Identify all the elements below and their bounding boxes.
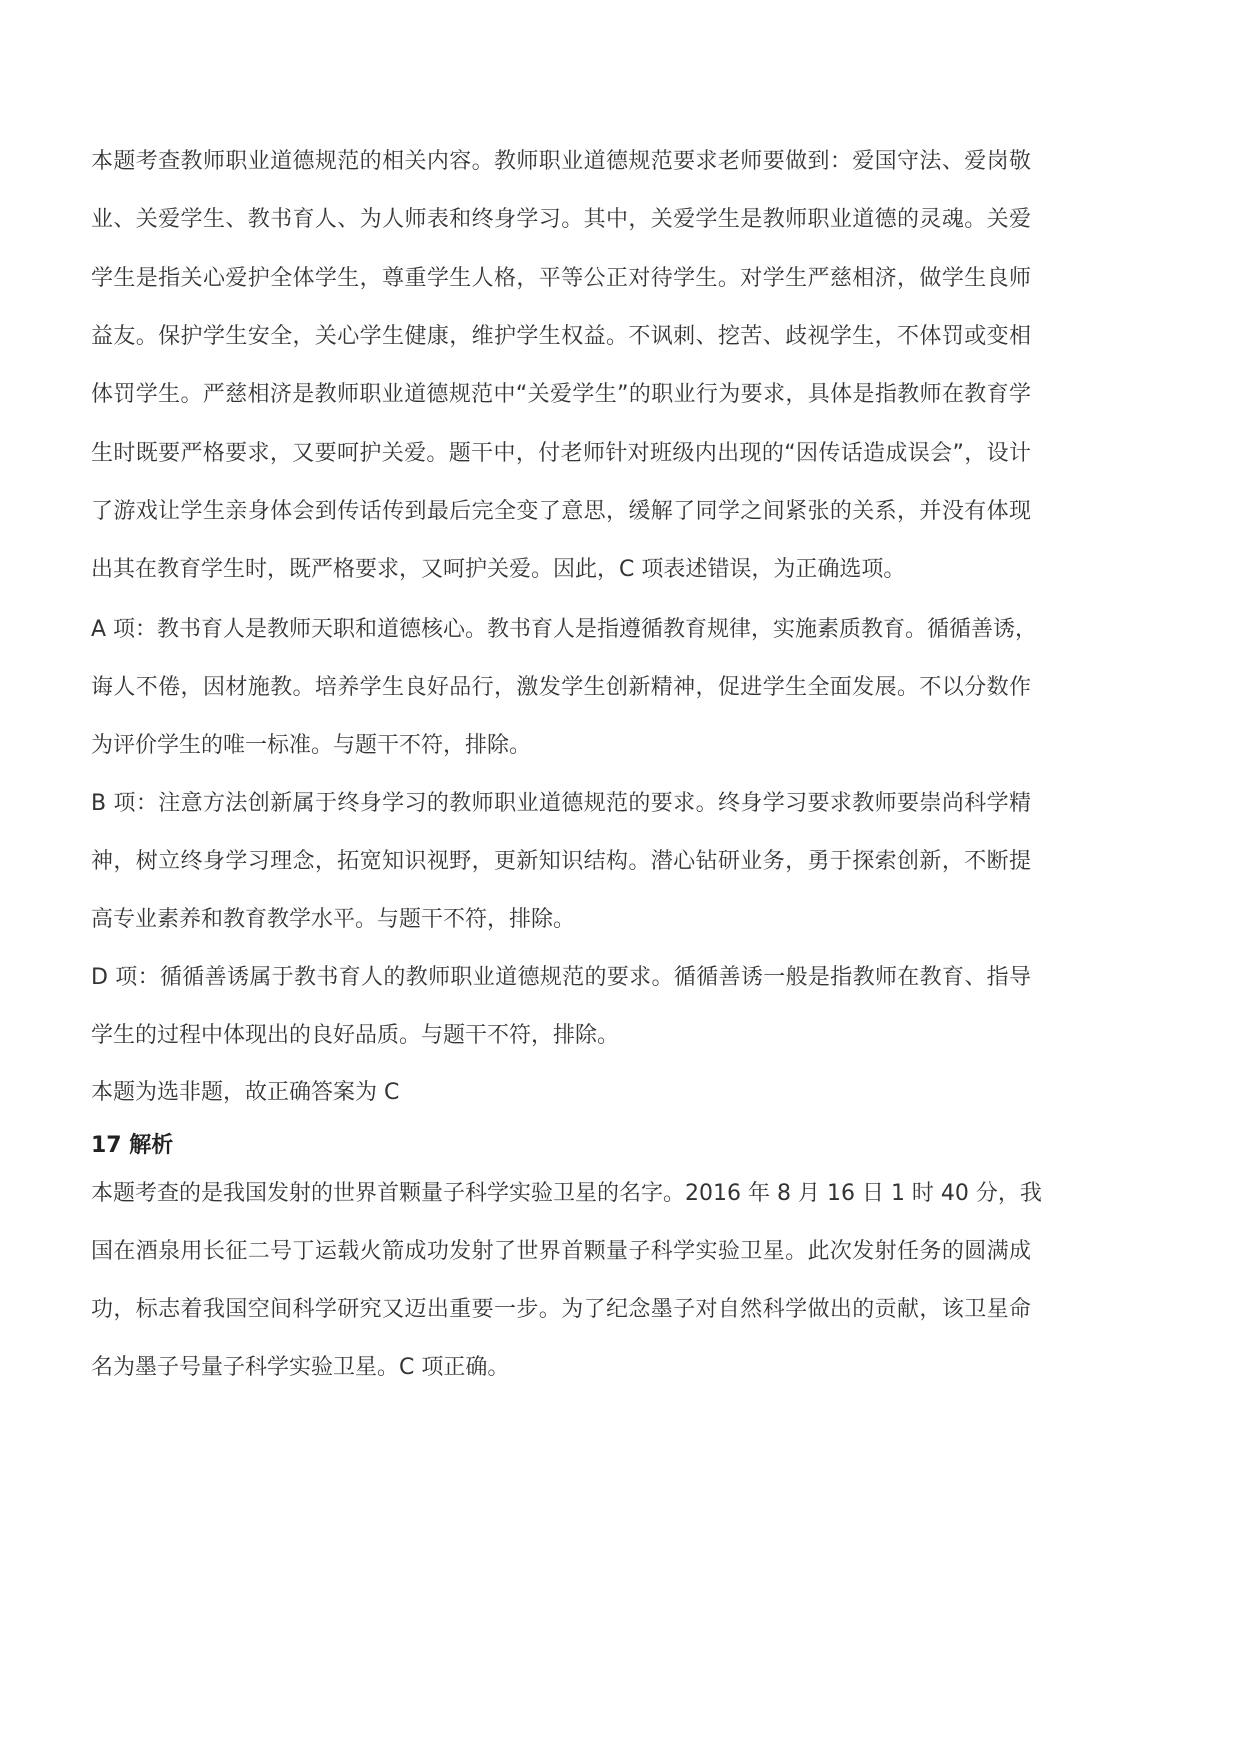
- text-line: 高专业素养和教育教学水平。与题干不符，排除。: [91, 907, 576, 932]
- text-line: 为评价学生的唯一标准。与题干不符，排除。: [91, 733, 532, 758]
- text-line: 学生的过程中体现出的良好品质。与题干不符，排除。: [91, 1023, 620, 1048]
- text-line: 体罚学生。严慈相济是教师职业道德规范中“关爱学生”的职业行为要求，具体是指教师在教育学: [91, 382, 1031, 407]
- text-line: 神，树立终身学习理念，拓宽知识视野，更新知识结构。潜心钻研业务，勇于探索创新，不断提: [91, 849, 1031, 874]
- text-line: 名为墨子号量子科学实验卫星。C 项正确。: [91, 1355, 510, 1380]
- text-line: 业、关爱学生、教书育人、为人师表和终身学习。其中，关爱学生是教师职业道德的灵魂。关爱: [91, 207, 1031, 232]
- answer-line: 本题为选非题，故正确答案为 C: [91, 1080, 400, 1105]
- text-line: 国在酒泉用长征二号丁运载火箭成功发射了世界首颗量子科学实验卫星。此次发射任务的圆满成: [91, 1239, 1031, 1264]
- text-line: 了游戏让学生亲身体会到传话传到最后完全变了意思，缓解了同学之间紧张的关系，并没有体现: [91, 499, 1031, 524]
- text-line: 本题考查的是我国发射的世界首颗量子科学实验卫星的名字。2016 年 8 月 16 日 1 时 40 分，我: [91, 1181, 1042, 1206]
- text-line: 出其在教育学生时，既严格要求，又呵护关爱。因此，C 项表述错误，为正确选项。: [91, 557, 906, 582]
- text-line: A 项：教书育人是教师天职和道德核心。教书育人是指遵循教育规律，实施素质教育。循循善诱，: [91, 617, 1038, 642]
- section-heading-17: 17 解析: [91, 1133, 174, 1158]
- text-line: B 项：注意方法创新属于终身学习的教师职业道德规范的要求。终身学习要求教师要崇尚科学精: [91, 791, 1031, 816]
- text-line: 诲人不倦，因材施教。培养学生良好品行，激发学生创新精神，促进学生全面发展。不以分数作: [91, 675, 1031, 700]
- text-line: D 项：循循善诱属于教书育人的教师职业道德规范的要求。循循善诱一般是指教师在教育、指导: [91, 965, 1031, 990]
- text-line: 益友。保护学生安全，关心学生健康，维护学生权益。不讽刺、挖苦、歧视学生，不体罚或变相: [91, 324, 1031, 349]
- text-line: 本题考查教师职业道德规范的相关内容。教师职业道德规范要求老师要做到：爱国守法、爱岗敬: [91, 149, 1031, 174]
- text-line: 学生是指关心爱护全体学生，尊重学生人格，平等公正对待学生。对学生严慈相济，做学生良师: [91, 266, 1031, 291]
- text-line: 生时既要严格要求，又要呵护关爱。题干中，付老师针对班级内出现的“因传话造成误会”，设计: [91, 441, 1031, 466]
- text-line: 功，标志着我国空间科学研究又迈出重要一步。为了纪念墨子对自然科学做出的贡献，该卫星命: [91, 1297, 1031, 1322]
